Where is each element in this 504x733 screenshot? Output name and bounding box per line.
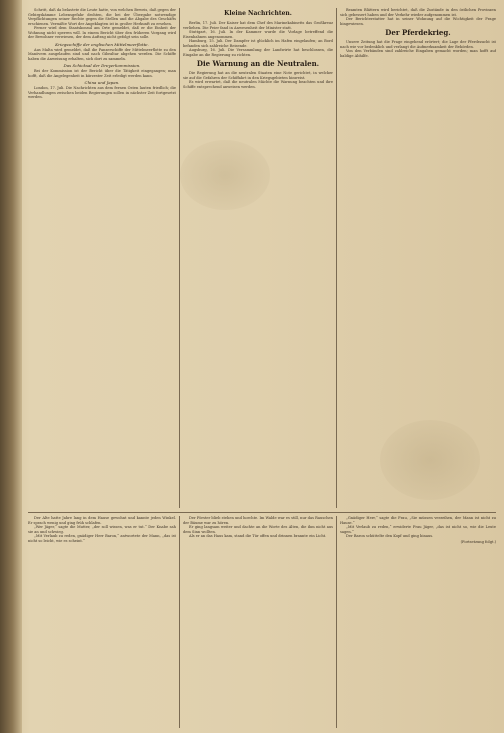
column-paragraph: Von den Verbänden sind zahlreiche Eingaben gemacht worden; man hofft auf baldige Abhilfe. <box>340 49 496 58</box>
column-paragraph: Es wird erwartet, daß die neutralen Mächte die Warnung beachten und ihre Schiffe entsprechend anweisen werden. <box>183 80 333 89</box>
story-paragraph: Der Alte hatte Jahre lang in dem Hause gewohnt und kannte jeden Winkel. Er sprach wenig und ging früh schlafen. <box>28 516 176 525</box>
section-title: Die Warnung an die Neutralen. <box>196 59 320 68</box>
column-rule <box>179 516 180 728</box>
continuation-note: (Fortsetzung folgt.) <box>460 539 496 544</box>
bottom-column-1 <box>28 516 176 728</box>
story-paragraph: Als er an das Haus kam, stand die Tür offen und drinnen brannte ein Licht. <box>189 534 327 538</box>
column-paragraph: Der Berichterstatter hat in seiner Wohnung auf die Wichtigkeit der Frage hingewiesen. <box>340 17 496 26</box>
section-text: Aus Malta wird gemeldet, daß die Panzerschiffe der Mittelmeerflotte zu den Manövern ausgelaufen sind und nach Gibraltar abgehen werden. Die Schiffe haben die Anweisung erhalten, sich dort zu sammeln. <box>28 47 176 61</box>
column-paragraph: Ferner wird dem Staatskonsul am Orte gemeldet, daß er die Einheit der Wohnung nicht sperren will. In einem Bericht über den früheren Vorgang wird der Bewohner verwiesen, der dem Auftrag nicht gefolgt sein solle. <box>28 26 176 39</box>
story-paragraph: Der Förster blieb stehen und horchte. Im Walde war es still, nur das Rauschen der Bäume war zu hören. <box>183 516 333 525</box>
section-text: Bei der Kommission ist der Bericht über die Tätigkeit eingegangen; man hofft, daß die Angelegenheit in kürzester Zeit erledigt werden kann. <box>28 69 176 78</box>
column-3 <box>340 8 496 508</box>
story-paragraph: „Gnädiger Herr,“ sagte die Frau, „Sie müssen verzeihen, der Mann ist nicht zu Hause.“ <box>340 516 496 525</box>
column-paragraph: Die Regierung hat an die neutralen Staaten eine Note gerichtet, in welcher sie auf die Gefahren der Schiffahrt in den Kriegsgebieten hinweist. <box>183 71 333 80</box>
page-binding-edge <box>0 0 22 733</box>
column-1 <box>28 8 176 508</box>
bottom-column-2 <box>183 516 333 728</box>
column-paragraph: Berlin, 17. Juli. Der Kaiser hat dem Chef des Marinekabinetts das Großkreuz verliehen. Die Feier fand in Anwesenheit der Minister statt. <box>183 21 333 30</box>
column-paragraph: Hamburg, 15. Juli. Der Dampfer ist glücklich im Hafen eingelaufen; an Bord befanden sich zahlreiche Reisende. <box>183 39 333 48</box>
column-paragraph: Beamten Blättern wird berichtet, daß die Zustände in den östlichen Provinzen sich gebessert haben und der Verkehr wieder aufgenommen ist. <box>340 8 496 17</box>
story-paragraph: „Mit Verlaub zu reden,“ erwiderte Frau Jäger, „das ist nicht so, wie die Leute sagen.“ <box>340 525 496 534</box>
section-heading: Kriegsschiffe der englischen Mittelmeerflotte. <box>55 41 149 47</box>
column-paragraph: Augsburg, 16. Juli. Die Versammlung der Landwirte hat beschlossen, die Eingabe an die Regierung zu richten. <box>183 48 333 57</box>
section-divider <box>28 512 496 513</box>
story-paragraph: Er ging langsam weiter und dachte an die Worte des Alten, die ihm nicht aus dem Sinn wollten. <box>183 525 333 534</box>
column-rule <box>336 516 337 728</box>
story-paragraph: Der Baron schüttelte den Kopf und ging hinaus. <box>346 534 434 538</box>
column-rule <box>179 8 180 508</box>
section-title: Kleine Nachrichten. <box>224 10 292 17</box>
column-paragraph: Unsere Zeitung hat die Frage eingehend erörtert; die Lage der Pferdezucht ist nach wie vor bedenklich und verlangt die Aufmerksamkeit der Behörden. <box>340 40 496 49</box>
column-2 <box>183 8 333 508</box>
column-paragraph: Stuttgart, 16. Juli. In der Kammer wurde die Vorlage betreffend die Eisenbahnen angenommen. <box>183 30 333 39</box>
bottom-column-3 <box>340 516 496 728</box>
section-title: Der Pferdekrieg. <box>385 28 451 37</box>
story-paragraph: „Wer Jäger,“ sagte die Mutter, „der soll wissen, was er tut.“ Der Knabe sah sie an und schwieg. <box>28 525 176 534</box>
column-paragraph: Schritt, daß da belastete die Leute hatte, von welchen Beweis, daß gegen der Gebirgskämme Lebensgefahr drohten, die bei der Übergabe notwendige Verpflichtungen seiner Rechte gegen die Stellen und die Abgabe des Geschäfts erschienen. Vermißte Wort der Angeklagten ist in großer Herkunft zu ersehen. <box>28 8 176 26</box>
section-text: London, 17. Juli. Die Nachrichten aus dem fernen Osten lauten friedlich; die Verhandlungen zwischen beiden Regierungen sollen in nächster Zeit fortgesetzt werden. <box>28 86 176 99</box>
section-heading: China und Japan. <box>84 80 120 85</box>
story-paragraph: „Mit Verlaub zu reden, gnädiger Herr Baron,“ antwortete der Mann, „das ist nicht so leicht, wie es scheint.“ <box>28 534 176 543</box>
column-rule <box>336 8 337 508</box>
section-heading: Das Schicksal der Dreyerkommission. <box>63 63 141 68</box>
